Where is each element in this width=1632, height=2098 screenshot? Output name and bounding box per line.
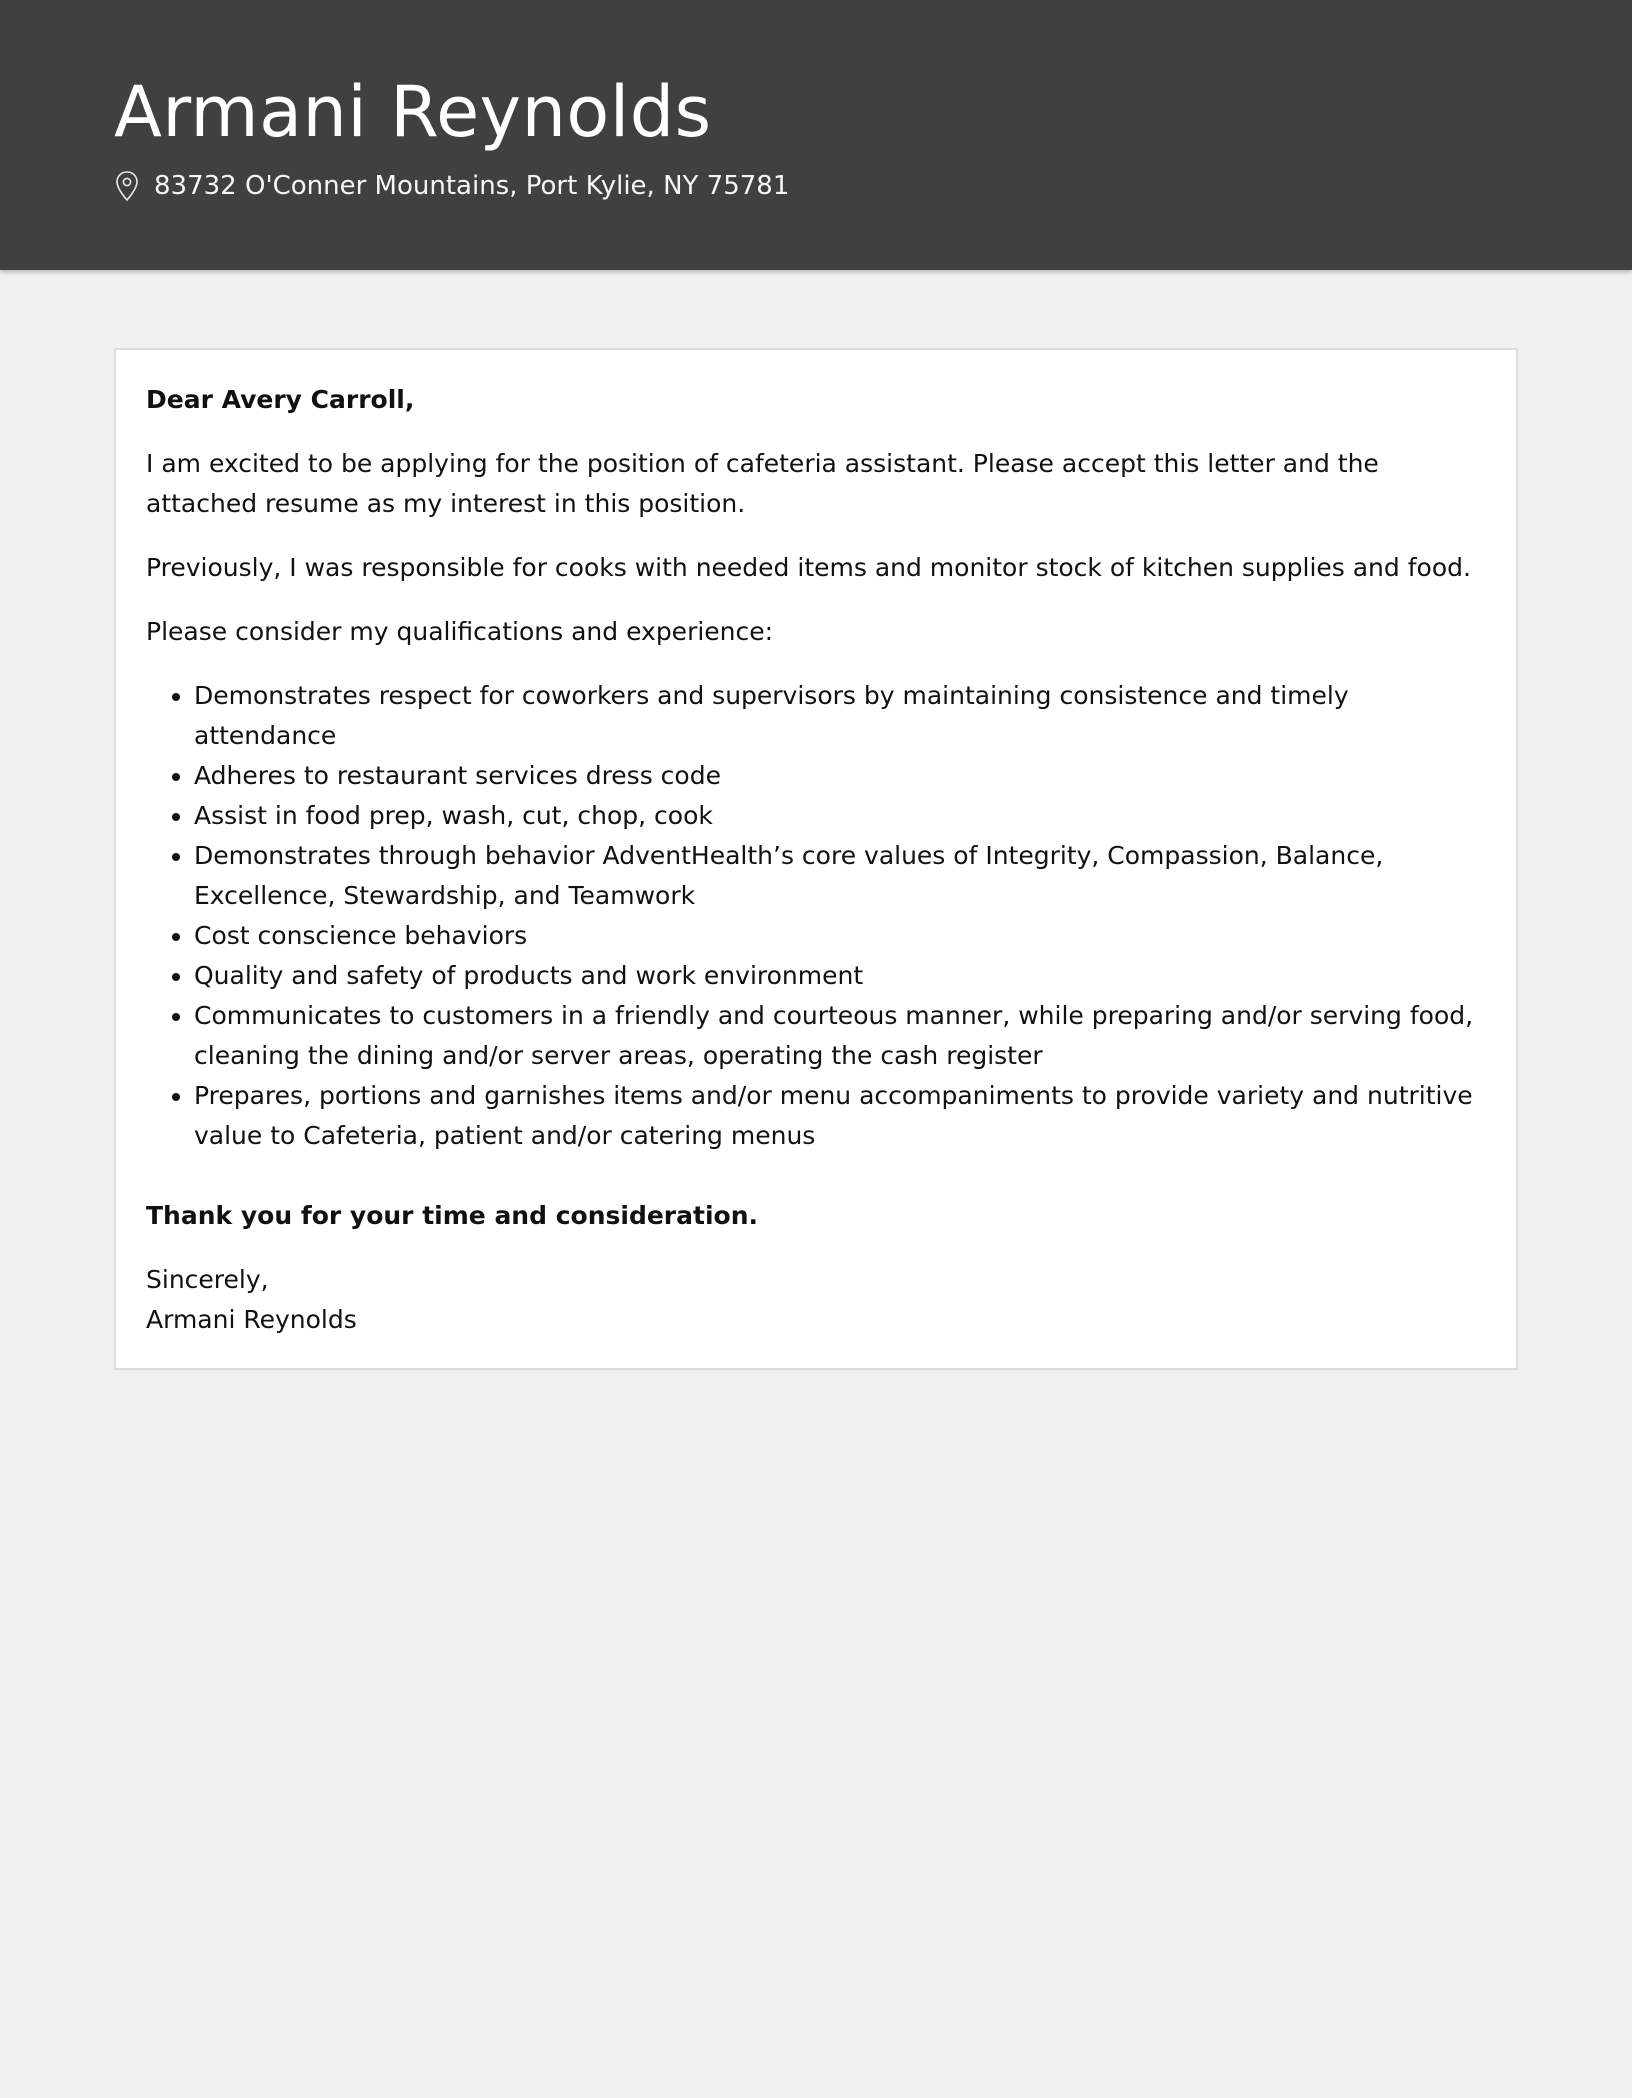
- header-banner: [0, 0, 1632, 270]
- letter-greeting: Dear Avery Carroll,: [146, 385, 415, 414]
- letter-card: [114, 348, 1518, 1370]
- experience-paragraph: Previously, I was responsible for cooks with needed items and monitor stock of kitchen supplies and food.: [146, 553, 1471, 582]
- address-text: 83732 O'Conner Mountains, Port Kylie, NY 75781: [154, 171, 790, 201]
- list-item: • Prepares, portions and garnishes items and/or menu accompaniments to provide variety and nutritive value to Cafeteria, patient and/or catering menus: [194, 1076, 1486, 1156]
- list-item: • Demonstrates through behavior AdventHealth’s core values of Integrity, Compassion, Balance, Excellence, Stewardship, and Teamwork: [194, 836, 1486, 916]
- location-pin-icon: [114, 170, 140, 202]
- applicant-name: Armani Reynolds: [114, 71, 712, 153]
- thanks-line: Thank you for your time and consideration.: [146, 1201, 758, 1230]
- list-item: • Cost conscience behaviors: [194, 916, 1486, 956]
- list-item: • Demonstrates respect for coworkers and supervisors by maintaining consistence and timely attendance: [194, 676, 1486, 756]
- address-line: [114, 166, 789, 206]
- closing-salutation: Sincerely,: [146, 1265, 269, 1294]
- list-item: • Communicates to customers in a friendly and courteous manner, while preparing and/or serving food, cleaning the dining and/or server areas, operating the cash register: [194, 996, 1486, 1076]
- qualifications-intro: Please consider my qualifications and experience:: [146, 617, 774, 646]
- qualifications-list: [146, 676, 1486, 1156]
- list-item: • Adheres to restaurant services dress code: [194, 756, 1486, 796]
- signature-name: Armani Reynolds: [146, 1305, 357, 1334]
- list-item: • Assist in food prep, wash, cut, chop, cook: [194, 796, 1486, 836]
- list-item: • Quality and safety of products and work environment: [194, 956, 1486, 996]
- letter-closing: [146, 1260, 1486, 1340]
- intro-paragraph: I am excited to be applying for the position of cafeteria assistant. Please accept this letter and the attached resume as my interest in this position.: [146, 449, 1379, 518]
